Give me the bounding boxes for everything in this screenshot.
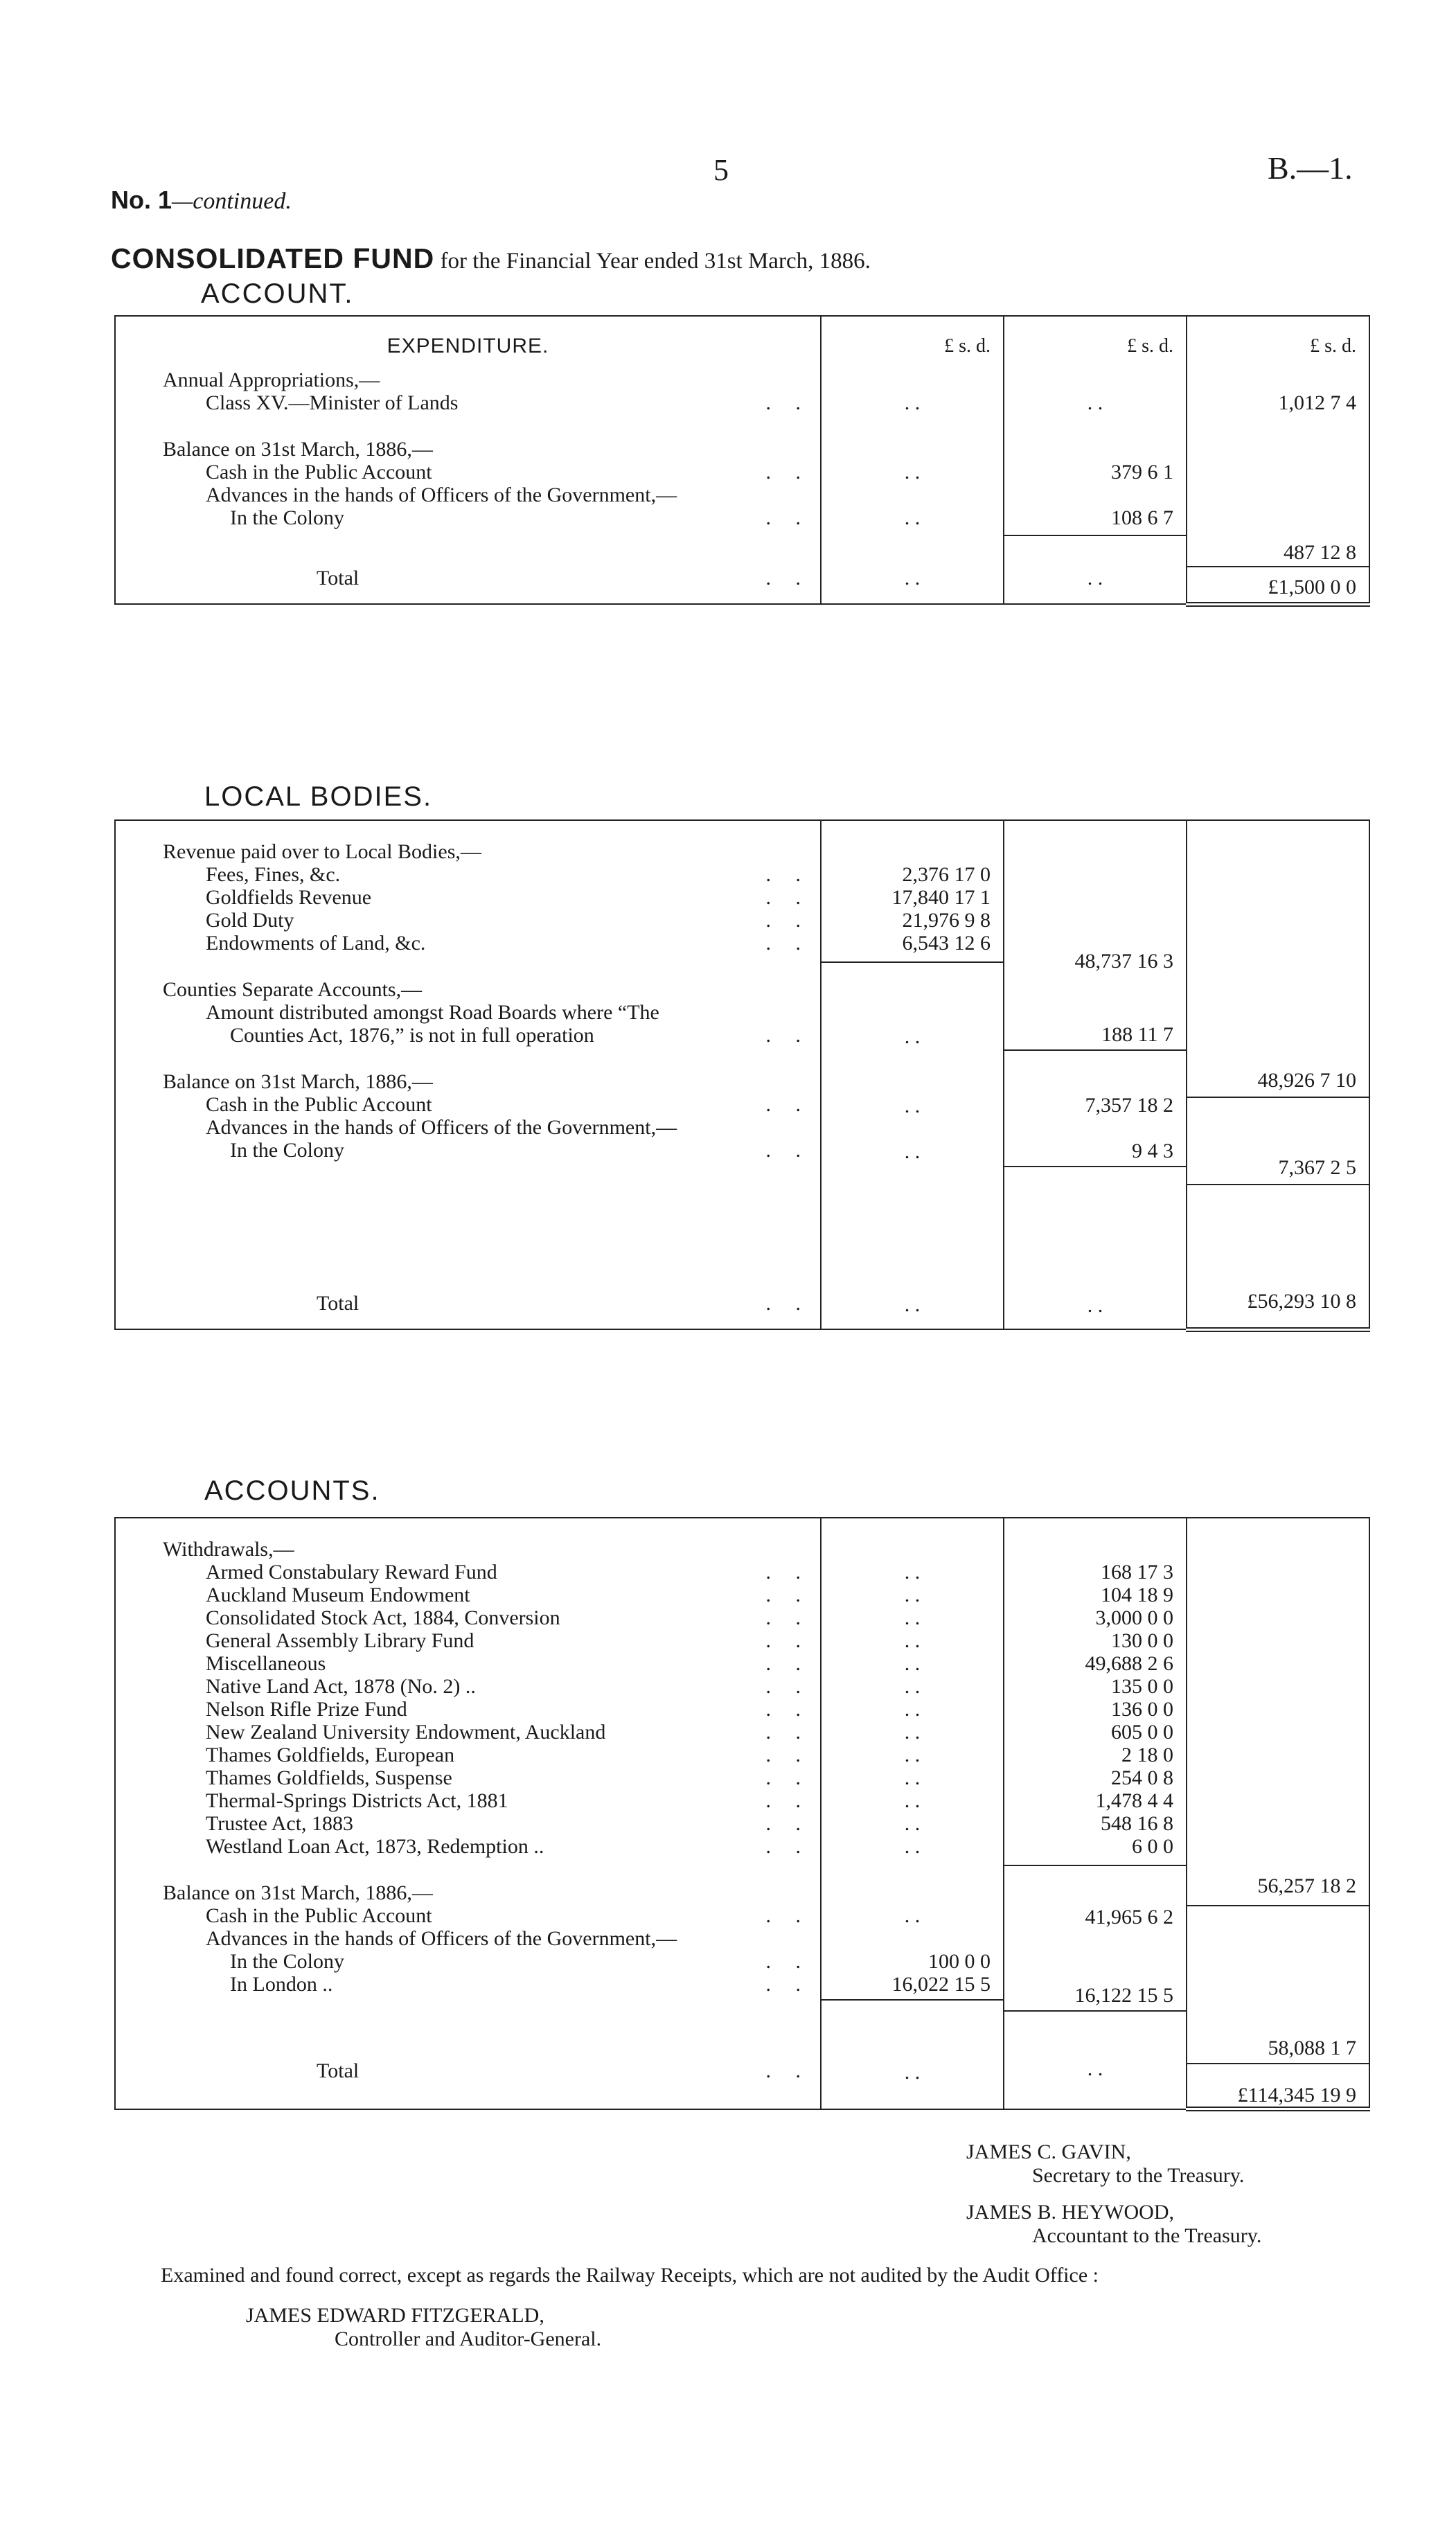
local-total: £56,293 10 8 bbox=[1247, 1290, 1356, 1313]
accounts-balance-heading: Balance on 31st March, 1886,— bbox=[163, 1881, 433, 1904]
dots: . . bbox=[904, 1140, 921, 1163]
expenditure-heading: EXPENDITURE. bbox=[387, 335, 549, 357]
document-code: B.—1. bbox=[1268, 150, 1353, 186]
withdrawal-item: New Zealand University Endowment, Auckland . . bbox=[206, 1721, 810, 1744]
balance-total: 487 12 8 bbox=[1187, 540, 1369, 567]
withdrawal-value: 104 18 9 bbox=[1101, 1584, 1173, 1606]
withdrawal-item: Nelson Rifle Prize Fund . . bbox=[206, 1698, 810, 1721]
local-balance-heading: Balance on 31st March, 1886,— bbox=[163, 1070, 433, 1093]
local-balance-total: 7,367 2 5 bbox=[1187, 1156, 1369, 1185]
dots: . . bbox=[904, 391, 921, 414]
accounts-col-b bbox=[1004, 1518, 1187, 2109]
dots: . . bbox=[904, 567, 921, 589]
advances-label: Advances in the hands of Officers of the Government,— bbox=[206, 484, 677, 506]
withdrawals-total: 56,257 18 2 bbox=[1187, 1874, 1369, 1906]
dots: . . bbox=[904, 1561, 921, 1584]
account-table bbox=[114, 315, 1370, 607]
dots: . . bbox=[904, 2061, 921, 2084]
local-item-value: 21,976 9 8 bbox=[902, 909, 991, 932]
local-bodies-title: LOCAL BODIES. bbox=[204, 781, 433, 812]
local-advances-label: Advances in the hands of Officers of the Government,— bbox=[206, 1116, 677, 1139]
withdrawal-item: Westland Loan Act, 1873, Redemption .. . . bbox=[206, 1835, 810, 1858]
audit-statement: Examined and found correct, except as regards the Railway Receipts, which are not audited by the Audit Office : bbox=[161, 2264, 1099, 2287]
withdrawal-item: Thermal-Springs Districts Act, 1881 . . bbox=[206, 1789, 810, 1812]
withdrawal-value: 1,478 4 4 bbox=[1095, 1789, 1173, 1812]
fund-title bbox=[111, 242, 871, 275]
local-colony-value: 9 4 3 bbox=[1004, 1140, 1186, 1167]
accounts-london-label: In London .. . . bbox=[230, 1973, 810, 1996]
heywood-name: JAMES B. HEYWOOD, bbox=[966, 2201, 1174, 2224]
dots: . . bbox=[904, 461, 921, 484]
accounts-advances-label: Advances in the hands of Officers of the Government,— bbox=[206, 1927, 677, 1950]
heywood-title: Accountant to the Treasury. bbox=[1032, 2224, 1262, 2247]
revenue-heading: Revenue paid over to Local Bodies,— bbox=[163, 840, 481, 863]
counties-line-2: Counties Act, 1876,” is not in full operation . . bbox=[230, 1024, 810, 1047]
withdrawal-value: 130 0 0 bbox=[1111, 1629, 1173, 1652]
withdrawal-item: Thames Goldfields, Suspense . . bbox=[206, 1766, 810, 1789]
dots: . . bbox=[904, 1721, 921, 1744]
accounts-london-value: 16,022 15 5 bbox=[822, 1973, 1003, 2001]
dots: . . bbox=[904, 1698, 921, 1721]
class-xv-label: Class XV.—Minister of Lands . . bbox=[206, 391, 810, 414]
withdrawal-item: Consolidated Stock Act, 1884, Conversion . . bbox=[206, 1606, 810, 1629]
local-bodies-table bbox=[114, 819, 1370, 1332]
accounts-table bbox=[114, 1517, 1370, 2111]
withdrawal-item: Miscellaneous . . bbox=[206, 1652, 810, 1675]
local-item: Endowments of Land, &c. . . bbox=[206, 932, 810, 955]
withdrawal-item: Trustee Act, 1883 . . bbox=[206, 1812, 810, 1835]
withdrawals-heading: Withdrawals,— bbox=[163, 1538, 294, 1561]
dots: . . bbox=[904, 1766, 921, 1789]
withdrawal-value: 135 0 0 bbox=[1111, 1675, 1173, 1698]
fund-title-rest: for the Financial Year ended 31st March, 1886. bbox=[440, 249, 871, 274]
local-desc-col bbox=[115, 820, 821, 1329]
total-label: Total . . bbox=[317, 567, 810, 589]
withdrawal-value: 2 18 0 bbox=[1121, 1744, 1173, 1766]
accounts-desc-col bbox=[115, 1518, 821, 2109]
dots: . . bbox=[1087, 391, 1103, 414]
dots: . . bbox=[904, 1629, 921, 1652]
account-col-b bbox=[1004, 316, 1187, 604]
withdrawal-value: 548 16 8 bbox=[1101, 1812, 1173, 1835]
counties-line-1: Amount distributed amongst Road Boards where “The bbox=[206, 1001, 659, 1024]
accounts-total: £114,345 19 9 bbox=[1237, 2084, 1356, 2107]
gavin-name: JAMES C. GAVIN, bbox=[966, 2140, 1131, 2163]
local-item-value: 2,376 17 0 bbox=[902, 863, 991, 886]
dots: . . bbox=[1087, 567, 1103, 589]
accounts-total-label: Total . . bbox=[317, 2059, 810, 2082]
dots: . . bbox=[904, 1293, 921, 1316]
page-number: 5 bbox=[713, 153, 729, 187]
counties-heading: Counties Separate Accounts,— bbox=[163, 978, 423, 1001]
dots: . . bbox=[904, 1606, 921, 1629]
no-label: No. 1 bbox=[111, 186, 172, 214]
withdrawal-item: Armed Constabulary Reward Fund . . bbox=[206, 1561, 810, 1584]
lsd-heading-b: £ s. d. bbox=[1127, 335, 1173, 357]
continued-label: —continued. bbox=[172, 188, 292, 214]
dots: . . bbox=[1087, 1294, 1103, 1317]
dots: . . bbox=[1087, 2057, 1103, 2080]
local-col-b bbox=[1004, 820, 1187, 1329]
withdrawal-value: 6 0 0 bbox=[1132, 1835, 1173, 1858]
withdrawal-item: General Assembly Library Fund . . bbox=[206, 1629, 810, 1652]
local-sub-total: 48,926 7 10 bbox=[1187, 1069, 1369, 1098]
signature-fitzgerald bbox=[246, 2304, 601, 2351]
local-cash-value: 7,357 18 2 bbox=[1085, 1094, 1173, 1117]
dots: . . bbox=[904, 1812, 921, 1835]
account-col-c bbox=[1187, 316, 1369, 604]
local-col-a bbox=[821, 820, 1004, 1329]
accounts-cash-value: 41,965 6 2 bbox=[1085, 1906, 1173, 1928]
withdrawal-value: 3,000 0 0 bbox=[1095, 1606, 1173, 1629]
withdrawal-value: 136 0 0 bbox=[1111, 1698, 1173, 1721]
local-total-label: Total . . bbox=[317, 1292, 810, 1315]
dots: . . bbox=[904, 1904, 921, 1927]
signature-heywood bbox=[966, 2201, 1261, 2248]
withdrawal-value: 49,688 2 6 bbox=[1085, 1652, 1173, 1675]
account-title: ACCOUNT. bbox=[201, 278, 354, 309]
dots: . . bbox=[904, 1094, 921, 1117]
dots: . . bbox=[904, 1025, 921, 1048]
accounts-col-c bbox=[1187, 1518, 1369, 2109]
lsd-heading-c: £ s. d. bbox=[1310, 335, 1356, 357]
continued-header bbox=[111, 186, 292, 215]
local-item: Goldfields Revenue . . bbox=[206, 886, 810, 909]
withdrawal-item: Auckland Museum Endowment . . bbox=[206, 1584, 810, 1606]
colony-label: In the Colony . . bbox=[230, 506, 810, 529]
accounts-advances-total: 16,122 15 5 bbox=[1004, 1984, 1186, 2012]
withdrawal-value: 605 0 0 bbox=[1111, 1721, 1173, 1744]
account-total: £1,500 0 0 bbox=[1268, 576, 1356, 598]
local-colony-label: In the Colony . . bbox=[230, 1139, 810, 1162]
local-col-c bbox=[1187, 820, 1369, 1329]
dots: . . bbox=[904, 1675, 921, 1698]
lsd-heading-a: £ s. d. bbox=[944, 335, 991, 357]
account-col-a bbox=[821, 316, 1004, 604]
accounts-cash-label: Cash in the Public Account . . bbox=[206, 1904, 810, 1927]
withdrawal-value: 168 17 3 bbox=[1101, 1561, 1173, 1584]
annual-appropriations: Annual Appropriations,— bbox=[163, 369, 380, 391]
gavin-title: Secretary to the Treasury. bbox=[1032, 2164, 1245, 2187]
dots: . . bbox=[904, 506, 921, 529]
dots: . . bbox=[904, 1835, 921, 1858]
revenue-total: 48,737 16 3 bbox=[1074, 950, 1173, 973]
withdrawal-item: Thames Goldfields, European . . bbox=[206, 1744, 810, 1766]
fund-title-main: CONSOLIDATED FUND bbox=[111, 242, 435, 274]
dots: . . bbox=[904, 1584, 921, 1606]
cash-value: 379 6 1 bbox=[1111, 461, 1173, 484]
accounts-colony-value: 100 0 0 bbox=[928, 1950, 991, 1973]
balance-heading: Balance on 31st March, 1886,— bbox=[163, 438, 433, 461]
class-xv-total: 1,012 7 4 bbox=[1278, 391, 1356, 414]
withdrawal-value: 254 0 8 bbox=[1111, 1766, 1173, 1789]
dots: . . bbox=[904, 1744, 921, 1766]
fitzgerald-name: JAMES EDWARD FITZGERALD, bbox=[246, 2304, 544, 2327]
accounts-colony-label: In the Colony . . bbox=[230, 1950, 810, 1973]
accounts-col-a bbox=[821, 1518, 1004, 2109]
local-item-value: 6,543 12 6 bbox=[902, 932, 991, 955]
dots: . . bbox=[904, 1789, 921, 1812]
signature-gavin bbox=[966, 2140, 1244, 2188]
local-item: Gold Duty . . bbox=[206, 909, 810, 932]
local-item: Fees, Fines, &c. . . bbox=[206, 863, 810, 886]
account-desc-col bbox=[115, 316, 821, 604]
local-item-value: 17,840 17 1 bbox=[891, 886, 991, 909]
cash-label: Cash in the Public Account . . bbox=[206, 461, 810, 484]
withdrawal-item: Native Land Act, 1878 (No. 2) .. . . bbox=[206, 1675, 810, 1698]
counties-value: 188 11 7 bbox=[1004, 1023, 1186, 1051]
accounts-title: ACCOUNTS. bbox=[204, 1475, 380, 1506]
fitzgerald-title: Controller and Auditor-General. bbox=[335, 2327, 602, 2350]
colony-value: 108 6 7 bbox=[1111, 506, 1173, 529]
local-cash-label: Cash in the Public Account . . bbox=[206, 1093, 810, 1116]
dots: . . bbox=[904, 1652, 921, 1675]
accounts-balance-total: 58,088 1 7 bbox=[1187, 2037, 1369, 2064]
